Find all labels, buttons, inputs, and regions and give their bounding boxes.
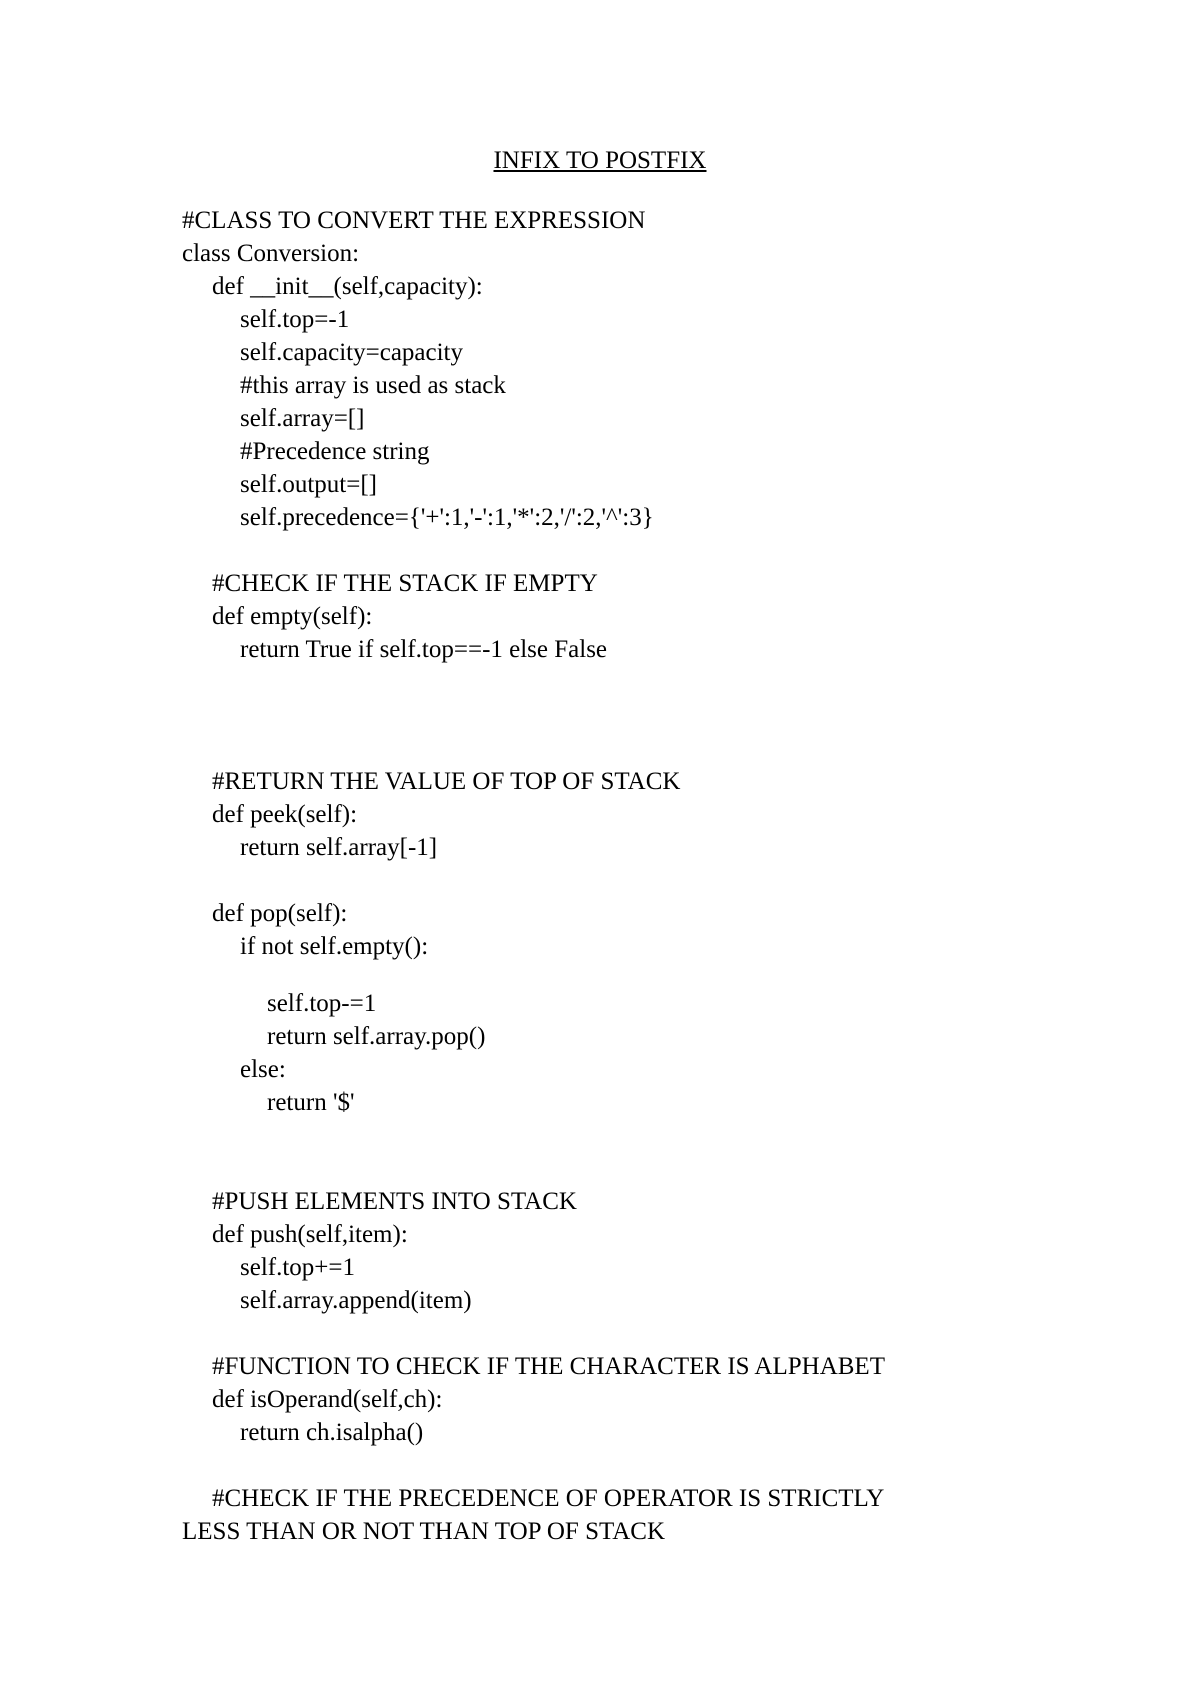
code-line: if not self.empty(): — [240, 933, 429, 960]
code-line: def empty(self): — [212, 603, 373, 630]
code-line: self.top+=1 — [240, 1254, 355, 1281]
code-line: return self.array[-1] — [240, 834, 438, 861]
code-line: #CLASS TO CONVERT THE EXPRESSION — [182, 207, 646, 234]
code-line: self.top-=1 — [267, 990, 377, 1017]
document-title: INFIX TO POSTFIX — [493, 147, 707, 174]
code-line: #FUNCTION TO CHECK IF THE CHARACTER IS ALPHABET — [212, 1353, 885, 1380]
code-line: #CHECK IF THE STACK IF EMPTY — [212, 570, 598, 597]
code-line: #this array is used as stack — [240, 372, 506, 399]
code-line: return True if self.top==-1 else False — [240, 636, 608, 663]
code-line: self.capacity=capacity — [240, 339, 463, 366]
code-line: #PUSH ELEMENTS INTO STACK — [212, 1188, 577, 1215]
code-line: LESS THAN OR NOT THAN TOP OF STACK — [182, 1518, 666, 1545]
code-line: #CHECK IF THE PRECEDENCE OF OPERATOR IS STRICTLY — [212, 1485, 885, 1512]
code-line: else: — [240, 1056, 286, 1083]
code-line: class Conversion: — [182, 240, 360, 267]
code-line: def isOperand(self,ch): — [212, 1386, 443, 1413]
code-line: def __init__(self,capacity): — [212, 273, 483, 300]
code-line: self.array.append(item) — [240, 1287, 472, 1314]
code-line: self.top=-1 — [240, 306, 350, 333]
code-line: def push(self,item): — [212, 1221, 408, 1248]
code-line: def pop(self): — [212, 900, 348, 927]
code-line: self.precedence={'+':1,'-':1,'*':2,'/':2,'^':3} — [240, 504, 654, 531]
code-line: self.output=[] — [240, 471, 377, 498]
code-line: return ch.isalpha() — [240, 1419, 424, 1446]
code-line: return '$' — [267, 1089, 355, 1116]
code-line: def peek(self): — [212, 801, 358, 828]
code-line: #Precedence string — [240, 438, 430, 465]
code-line: self.array=[] — [240, 405, 365, 432]
code-line: return self.array.pop() — [267, 1023, 486, 1050]
code-line: #RETURN THE VALUE OF TOP OF STACK — [212, 768, 681, 795]
